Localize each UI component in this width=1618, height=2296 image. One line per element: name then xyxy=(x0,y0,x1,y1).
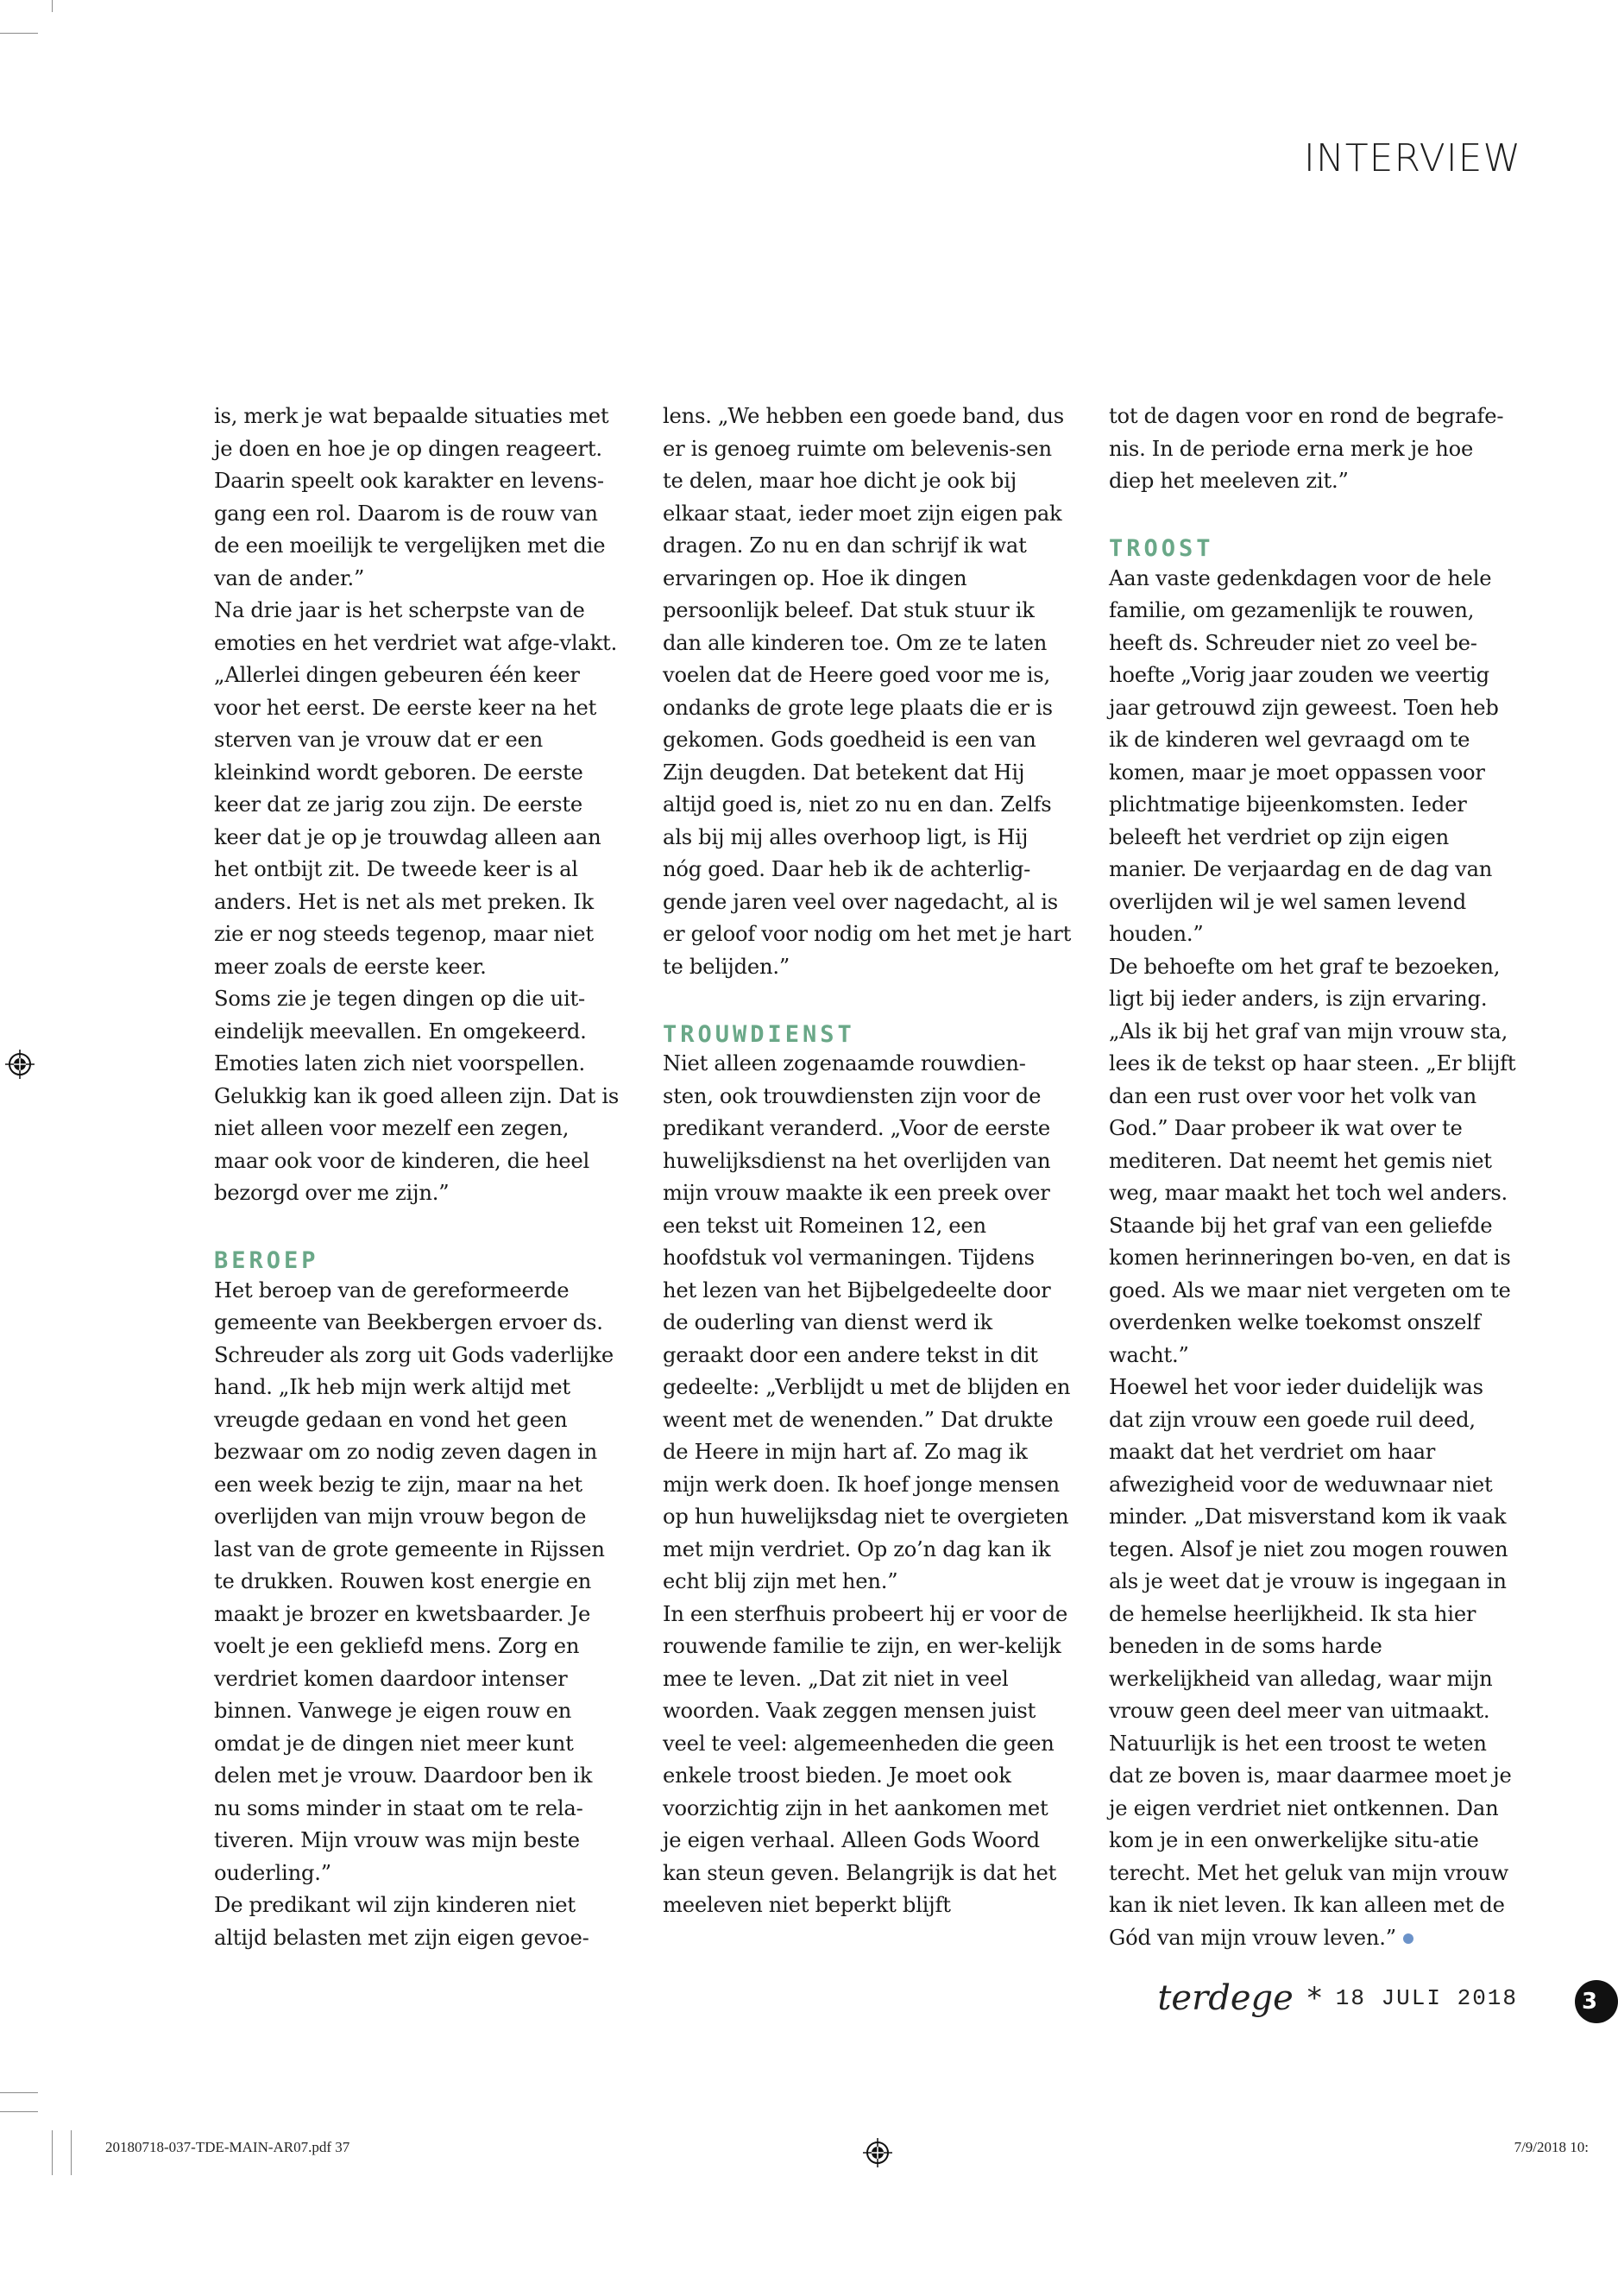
article-column-1 xyxy=(214,401,624,1954)
paragraph-text: Hoewel het voor ieder duidelijk was dat zijn vrouw een goede ruil deed, maakt dat het verdriet om haar afwezigheid voor de weduwnaar niet minder. „Dat misverstand kom ik vaak tegen. Alsof je niet zou mogen rouwen als je weet dat je vrouw is ingegaan in de hemelse heerlijkheid. Ik sta hier beneden in de soms harde werkelijkheid van alledag, waar mijn vrouw geen deel meer van uitmaakt. Natuurlijk is het een troost te weten dat ze boven is, maar daarmee moet je je eigen verdriet niet ontkennen. Dan kom je in een onwerkelijke situ-atie terecht. Met het geluk van mijn vrouw kan ik niet leven. Ik kan alleen met de Gód van mijn vrouw leven.” xyxy=(1109,1375,1512,1950)
paragraph: De predikant wil zijn kinderen niet altijd belasten met zijn eigen gevoe- xyxy=(214,1893,589,1950)
subheading-beroep: BEROEP xyxy=(214,1247,319,1274)
subheading-trouwdienst: TROUWDIENST xyxy=(663,1020,855,1048)
end-of-article-icon xyxy=(1403,1933,1413,1944)
page-number: 3 xyxy=(1575,1980,1618,2023)
print-slug-file: 20180718-037-TDE-MAIN-AR07.pdf 37 xyxy=(105,2139,350,2155)
paragraph: tot de dagen voor en rond de begrafe-nis. In de periode erna merk je hoe diep het meeleven zit.” xyxy=(1109,404,1504,493)
crop-mark xyxy=(52,2130,53,2175)
paragraph: Na drie jaar is het scherpste van de emoties en het verdriet wat afge-vlakt. „Allerlei dingen gebeuren één keer voor het eerst. De eerste keer na het sterven van je vrouw dat er een kleinkind wordt geboren. De eerste keer dat ze jarig zou zijn. De eerste keer dat je op je trouwdag alleen aan het ontbijt zit. De tweede keer is al anders. Het is net als met preken. Ik zie er nog steeds tegenop, maar niet meer zoals de eerste keer. xyxy=(214,598,618,979)
paragraph-final xyxy=(1109,1372,1519,1954)
crop-mark xyxy=(0,2111,38,2112)
magazine-footer xyxy=(1157,1978,1518,2018)
paragraph: Het beroep van de gereformeerde gemeente van Beekbergen ervoer ds. Schreuder als zorg uit Gods vaderlijke hand. „Ik heb mijn werk altijd met vreugde gedaan en vond het geen bezwaar om zo nodig zeven dagen in een week bezig te zijn, maar na het overlijden van mijn vrouw begon de last van de grote gemeente in Rijssen te drukken. Rouwen kost energie en maakt je brozer en kwetsbaarder. Je voelt je een gekliefd mens. Zorg en verdriet komen daardoor intenser binnen. Vanwege je eigen rouw en omdat je de dingen niet meer kunt delen met je vrouw. Daardoor ben ik nu soms minder in staat om te rela-tiveren. Mijn vrouw was mijn beste ouderling.” xyxy=(214,1277,614,1885)
paragraph: Soms zie je tegen dingen op die uit-eindelijk meevallen. En omgekeerd. Emoties laten zich niet voorspellen. Gelukkig kan ik goed alleen zijn. Dat is niet alleen voor mezelf een zegen, maar ook voor de kinderen, die heel bezorgd over me zijn.” xyxy=(214,987,620,1205)
crop-mark xyxy=(52,0,53,12)
paragraph: is, merk je wat bepaalde situaties met je doen en hoe je op dingen reageert. Daarin speelt ook karakter en levens-gang een rol. Daarom is de rouw van de een moeilijk te vergelijken met die van de ander.” xyxy=(214,404,609,590)
section-title: INTERVIEW xyxy=(1303,136,1521,180)
crop-mark xyxy=(71,2130,72,2175)
paragraph: In een sterfhuis probeert hij er voor de rouwende familie te zijn, en wer-kelijk mee te leven. „Dat zit niet in veel woorden. Vaak zeggen mensen juist veel te veel: algemeenheden die geen enkele troost bieden. Je moet ook voorzichtig zijn in het aankomen met je eigen verhaal. Alleen Gods Woord kan steun geven. Belangrijk is dat het meeleven niet beperkt blijft xyxy=(663,1601,1068,1917)
paragraph: De behoefte om het graf te bezoeken, ligt bij ieder anders, is zijn ervaring. „Als ik bij het graf van mijn vrouw sta, lees ik de tekst op haar steen. „Er blijft dan een rust over voor het volk van God.” Daar probeer ik wat over te mediteren. Dat neemt het gemis niet weg, maar maakt het toch wel anders. Staande bij het graf van een geliefde komen herinneringen bo-ven, en dat is goed. Als we maar niet vergeten om te overdenken welke toekomst onszelf wacht.” xyxy=(1109,954,1516,1367)
article-column-3 xyxy=(1109,401,1519,1954)
paragraph: lens. „We hebben een goede band, dus er is genoeg ruimte om belevenis-sen te delen, maar hoe dicht je ook bij elkaar staat, ieder moet zijn eigen pak dragen. Zo nu en dan schrijf ik wat ervaringen op. Hoe ik dingen persoonlijk beleef. Dat stuk stuur ik dan alle kinderen toe. Om ze te laten voelen dat de Heere goed voor me is, ondanks de grote lege plaats die er is gekomen. Gods goedheid is een van Zijn deugden. Dat betekent dat Hij altijd goed is, niet zo nu en dan. Zelfs als bij mij alles overhoop ligt, is Hij nóg goed. Daar heb ik de achterlig-gende jaren veel over nagedacht, al is er geloof voor nodig om het met je hart te belijden.” xyxy=(663,404,1072,979)
subheading-troost: TROOST xyxy=(1109,535,1214,562)
print-slug-timestamp: 7/9/2018 10: xyxy=(1514,2139,1589,2155)
paragraph: Niet alleen zogenaamde rouwdien-sten, ook trouwdiensten zijn voor de predikant veranderd. „Voor de eerste huwelijksdienst na het overlijden van mijn vrouw maakte ik een preek over een tekst uit Romeinen 12, een hoofdstuk vol vermaningen. Tijdens het lezen van het Bijbelgedeelte door de ouderling van dienst werd ik geraakt door een andere tekst in dit gedeelte: „Verblijdt u met de blijden en weent met de wenenden.” Dat drukte de Heere in mijn hart af. Zo mag ik mijn werk doen. Ik hoef jonge mensen op hun huwelijksdag niet te overgieten met mijn verdriet. Op zo’n dag kan ik echt blij zijn met hen.” xyxy=(663,1051,1071,1593)
crop-mark xyxy=(0,2092,38,2093)
separator-star: * xyxy=(1306,1981,1322,2015)
crop-mark xyxy=(0,33,38,34)
registration-mark-icon xyxy=(863,2138,892,2167)
magazine-logo: terdege xyxy=(1157,1978,1294,2018)
registration-mark-icon xyxy=(5,1050,35,1079)
paragraph: Aan vaste gedenkdagen voor de hele familie, om gezamenlijk te rouwen, heeft ds. Schreuder niet zo veel be-hoefte „Vorig jaar zouden we veertig jaar getrouwd zijn geweest. Toen heb ik de kinderen wel gevraagd om te komen, maar je moet oppassen voor plichtmatige bijeenkomsten. Ieder beleeft het verdriet op zijn eigen manier. De verjaardag en de dag van overlijden wil je wel samen levend houden.” xyxy=(1109,565,1499,946)
article-column-2 xyxy=(663,401,1073,1922)
issue-date: 18 JULI 2018 xyxy=(1335,1985,1518,2011)
